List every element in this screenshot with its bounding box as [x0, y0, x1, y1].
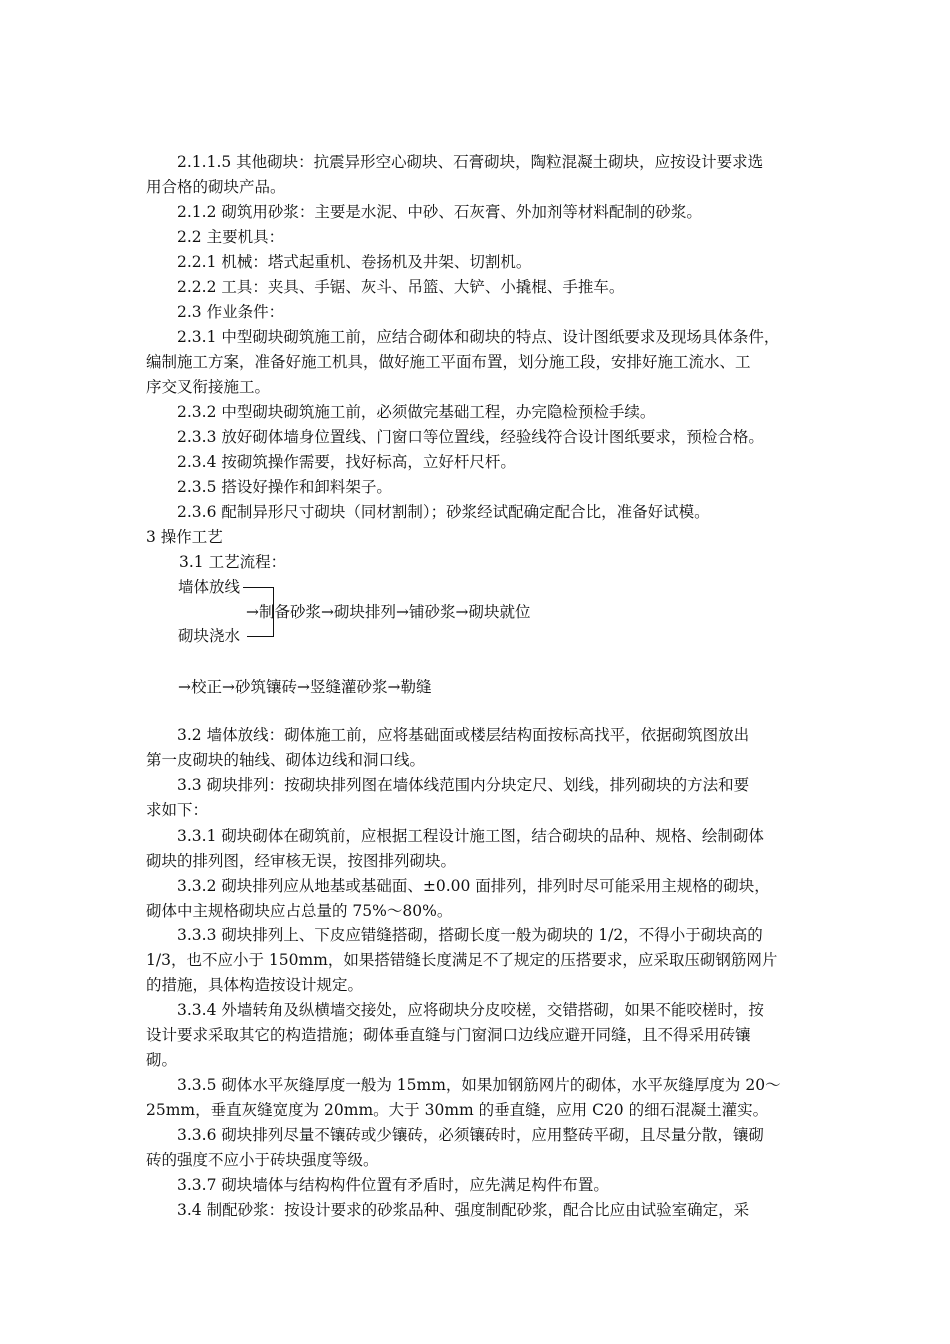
paragraph-2-3-6: 2.3.6 配制异形尺寸砌块（同材割制）；砂浆经试配确定配合比，准备好试模。: [177, 503, 710, 521]
text-line: 2.1.1.5 其他砌块：抗震异形空心砌块、石膏砌块，陶粒混凝土砌块，应按设计要求选: [177, 153, 764, 171]
text-line: 用合格的砌块产品。: [146, 178, 286, 196]
paragraph-2-1-2: 2.1.2 砌筑用砂浆：主要是水泥、中砂、石灰膏、外加剂等材料配制的砂浆。: [177, 203, 702, 221]
paragraph-2-3-3: 2.3.3 放好砌体墙身位置线、门窗口等位置线，经验线符合设计图纸要求，预检合格。: [177, 428, 764, 446]
heading-2-2: 2.2 主要机具：: [177, 228, 285, 246]
paragraph-3-3-7: 3.3.7 砌块墙体与结构构件位置有矛盾时，应先满足构件布置。: [177, 1176, 609, 1194]
text-line: 编制施工方案，准备好施工机具，做好施工平面布置，划分施工段，安排好施工流水、工: [146, 353, 751, 371]
text-line: 砌块的排列图，经审核无误，按图排列砌块。: [146, 852, 457, 870]
flow-input-bottom: 砌块浇水: [178, 627, 241, 645]
text-line: 设计要求采取其它的构造措施；砌体垂直缝与门窗洞口边线应避开同缝，且不得采用砖镶: [146, 1026, 751, 1044]
text-line: 3.3.3 砌块排列上、下皮应错缝搭砌，搭砌长度一般为砌块的 1/2，不得小于砌块高的: [177, 926, 763, 944]
heading-3-1: 3.1 工艺流程：: [179, 553, 287, 571]
text-line: 砖的强度不应小于砖块强度等级。: [146, 1151, 379, 1169]
text-line: 砌体中主规格砌块应占总量的 75%～80%。: [146, 902, 453, 920]
flow-main-line: →制备砂浆→砌块排列→铺砂浆→砌块就位: [246, 603, 531, 621]
text-line: 3.2 墙体放线：砌体施工前，应将基础面或楼层结构面按标高找平，依据砌筑图放出: [177, 726, 750, 744]
text-line: 3.3.2 砌块排列应从地基或基础面、±0.00 面排列，排列时尽可能采用主规格的砌块，: [177, 877, 770, 895]
flow-second-line: →校正→砂筑镶砖→竖缝灌砂浆→勒缝: [178, 678, 432, 696]
text-line: 2.3.1 中型砌块砌筑施工前，应结合砌体和砌块的特点、设计图纸要求及现场具体条件，: [177, 328, 780, 346]
flow-input-top: 墙体放线: [178, 578, 241, 596]
text-line: 3.3.4 外墙转角及纵横墙交接处，应将砌块分皮咬槎，交错搭砌，如果不能咬槎时，按: [177, 1001, 764, 1019]
text-line: 的措施，具体构造按设计规定。: [146, 976, 364, 994]
paragraph-2-3-2: 2.3.2 中型砌块砌筑施工前，必须做完基础工程，办完隐检预检手续。: [177, 403, 656, 421]
text-line: 3.3.1 砌块砌体在砌筑前，应根据工程设计施工图，结合砌块的品种、规格、绘制砌体: [177, 827, 764, 845]
text-line: 3.3 砌块排列：按砌块排列图在墙体线范围内分块定尺、划线，排列砌块的方法和要: [177, 776, 750, 794]
heading-3: 3 操作工艺: [146, 528, 223, 546]
text-line: 3.3.6 砌块排列尽量不镶砖或少镶砖，必须镶砖时，应用整砖平砌，且尽量分散，镶砌: [177, 1126, 764, 1144]
text-line: 1/3，也不应小于 150mm，如果搭错缝长度满足不了规定的压搭要求，应采取压砌钢筋网片: [146, 951, 778, 969]
flow-connector-bottom: [247, 636, 274, 637]
heading-2-3: 2.3 作业条件：: [177, 303, 285, 321]
paragraph-2-2-2: 2.2.2 工具：夹具、手锯、灰斗、吊篮、大铲、小撬棍、手推车。: [177, 278, 625, 296]
paragraph-2-3-5: 2.3.5 搭设好操作和卸料架子。: [177, 478, 392, 496]
text-line: 砌。: [146, 1051, 178, 1069]
text-line: 3.3.5 砌体水平灰缝厚度一般为 15mm，如果加钢筋网片的砌体，水平灰缝厚度为 20～: [177, 1076, 781, 1094]
text-line: 求如下：: [146, 801, 209, 819]
paragraph-2-2-1: 2.2.1 机械：塔式起重机、卷扬机及井架、切割机。: [177, 253, 532, 271]
text-line: 序交叉衔接施工。: [146, 378, 271, 396]
text-line: 第一皮砌块的轴线、砌体边线和洞口线。: [146, 751, 426, 769]
text-line: 25mm，垂直灰缝宽度为 20mm。大于 30mm 的垂直缝，应用 C20 的细石混凝土灌实。: [146, 1101, 769, 1119]
paragraph-3-4: 3.4 制配砂浆：按设计要求的砂浆品种、强度制配砂浆，配合比应由试验室确定，采: [177, 1201, 750, 1219]
paragraph-2-3-4: 2.3.4 按砌筑操作需要，找好标高，立好杆尺杆。: [177, 453, 516, 471]
flow-connector-top: [243, 587, 274, 588]
